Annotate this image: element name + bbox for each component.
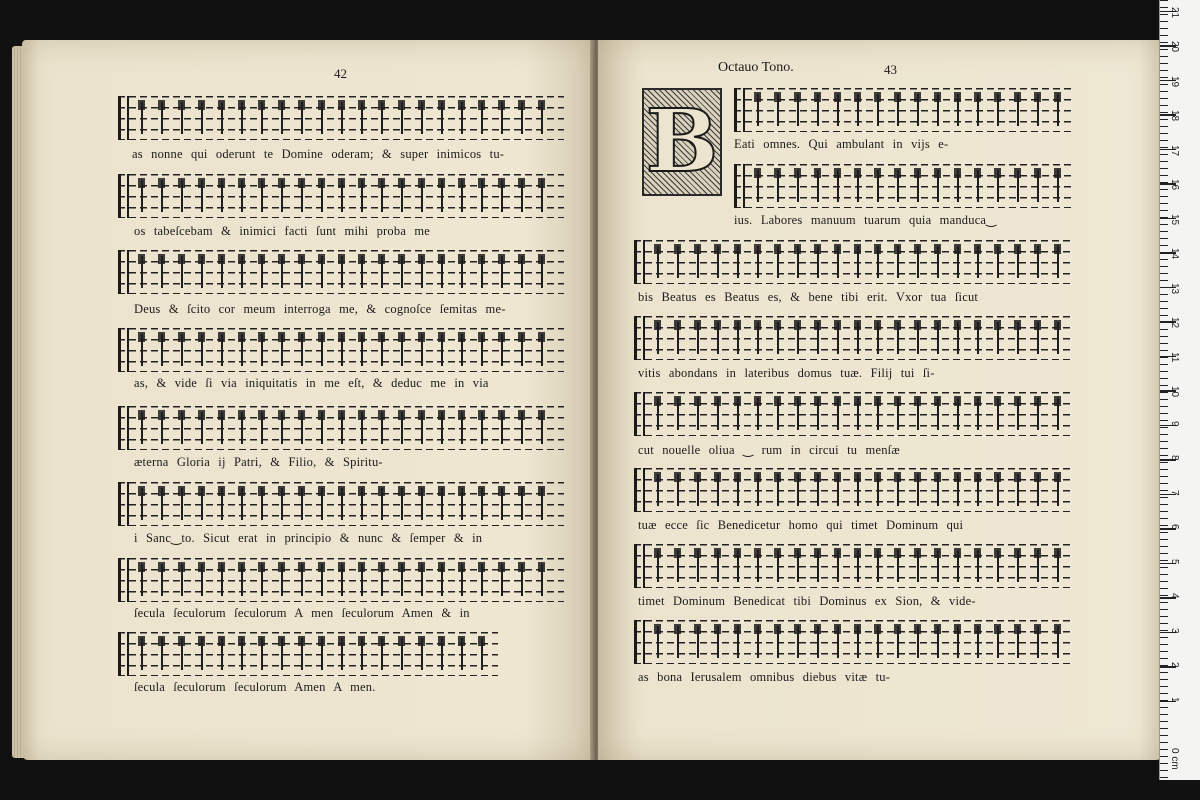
- music-staff: [734, 88, 1072, 132]
- lyric-line: timet Dominum Benedicat tibi Dominus ex Sion, & vide-: [638, 594, 976, 608]
- music-staff: [634, 316, 1072, 360]
- lyric-line: bis Beatus es Beatus es, & bene tibi erit. Vxor tua ſicut: [638, 290, 979, 304]
- music-staff: [634, 544, 1072, 588]
- ruler-number: 2: [1169, 662, 1180, 668]
- ruler-number: 6: [1169, 524, 1180, 530]
- ruler-number: 15: [1169, 213, 1180, 225]
- measurement-ruler: [1159, 0, 1200, 780]
- lyric-line: as nonne qui oderunt te Domine oderam; & super inimicos tu-: [132, 147, 505, 161]
- music-staff: [118, 558, 564, 602]
- ruler-number: 5: [1169, 558, 1180, 565]
- lyric-line: as, & vide ſi via iniquitatis in me eſt, & deduc me in via: [134, 376, 489, 390]
- ruler-number: 20: [1169, 41, 1180, 53]
- ruler-number: 17: [1169, 144, 1180, 156]
- music-staff: [734, 164, 1072, 208]
- lyric-line: ius. Labores manuum tuarum quia manduca‿: [734, 213, 997, 227]
- lyric-line: ſecula ſeculorum ſeculorum A men ſeculorum Amen & in: [134, 606, 470, 620]
- lyric-line: æterna Gloria ij Patri, & Filio, & Spiritu-: [134, 455, 383, 469]
- ruler-number: 9: [1169, 420, 1180, 427]
- initial-letter: B: [645, 91, 719, 192]
- lyric-line: cut nouelle oliua ‿ rum in circui tu menſæ: [638, 443, 900, 457]
- right-folio: 43: [884, 62, 897, 77]
- ruler-number: 10: [1169, 386, 1180, 398]
- lyric-line: tuæ ecce ſic Benedicetur homo qui timet Dominum qui: [638, 518, 964, 532]
- ruler-unit-label: 0 cm: [1169, 748, 1180, 770]
- ruler-number: 19: [1169, 75, 1180, 87]
- lyric-line: ſecula ſeculorum ſeculorum Amen A men.: [134, 680, 376, 694]
- lyric-line: vitis abondans in lateribus domus tuæ. Filij tui ſi-: [638, 366, 935, 380]
- decorated-initial: [642, 88, 722, 196]
- ruler-number: 14: [1169, 248, 1180, 260]
- music-staff: [118, 406, 564, 450]
- ruler-number: 21: [1169, 6, 1180, 18]
- left-folio: 42: [334, 66, 347, 81]
- ruler-number: 13: [1169, 282, 1180, 294]
- running-head: Octauo Tono.: [718, 60, 794, 75]
- lyric-line: as bona Ierusalem omnibus diebus vitæ tu-: [638, 670, 891, 684]
- ruler-number: 8: [1169, 455, 1180, 461]
- lyric-line: i Sanc‿to. Sicut erat in principio & nunc & ſemper & in: [134, 531, 483, 545]
- ruler-number: 4: [1169, 593, 1180, 599]
- music-staff: [634, 240, 1072, 284]
- lyric-line: os tabeſcebam & inimici facti ſunt mihi proba me: [134, 224, 431, 238]
- ruler-number: 11: [1169, 351, 1180, 362]
- music-staff: [118, 632, 498, 676]
- right-page: [598, 40, 1162, 760]
- music-staff: [118, 96, 564, 140]
- ruler-number: 7: [1169, 489, 1180, 496]
- open-book: [22, 40, 1162, 760]
- music-staff: [118, 482, 564, 526]
- music-staff: [634, 620, 1072, 664]
- music-staff: [118, 250, 564, 294]
- ruler-number: 1: [1169, 696, 1180, 703]
- ruler-number: 18: [1169, 110, 1180, 122]
- ruler-number: 12: [1169, 317, 1180, 329]
- ruler-number: 3: [1169, 627, 1180, 634]
- lyric-line: Eati omnes. Qui ambulant in vijs e-: [734, 137, 949, 151]
- music-staff: [118, 174, 564, 218]
- left-page: [22, 40, 594, 760]
- lyric-line: Deus & ſcito cor meum interroga me, & cognoſce ſemitas me-: [134, 302, 506, 316]
- music-staff: [118, 328, 564, 372]
- ruler-number: 16: [1169, 179, 1180, 191]
- music-staff: [634, 392, 1072, 436]
- music-staff: [634, 468, 1072, 512]
